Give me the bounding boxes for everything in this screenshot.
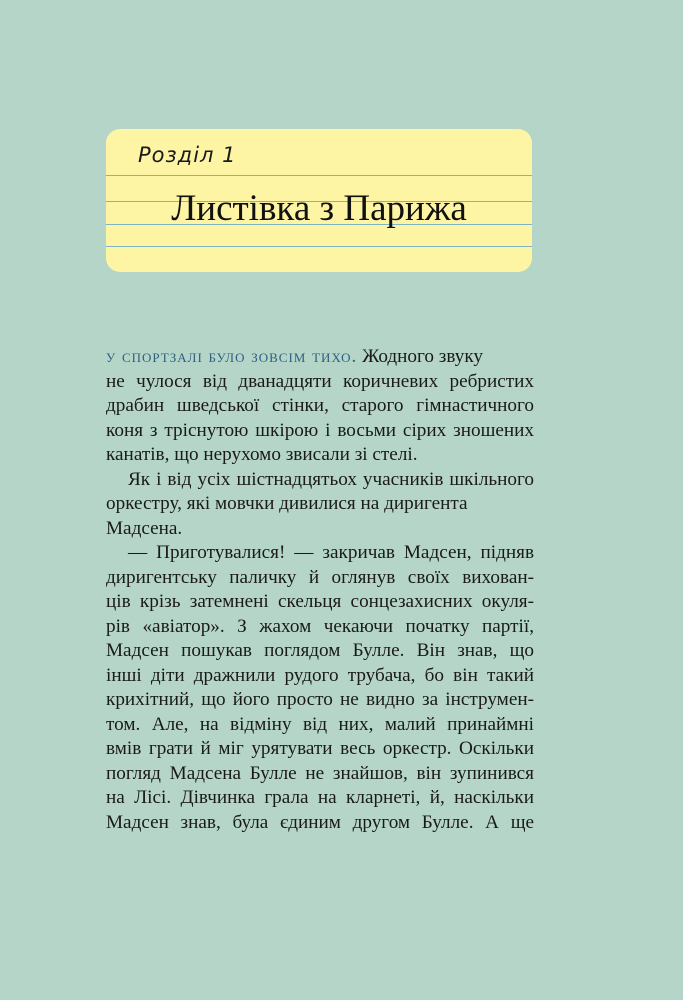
text-line: Мадсена. [106,517,183,539]
text-line: оркестру, які мовчки дивилися на диригента [106,493,468,514]
text-line: Як і від усіх шістнадцятьох учасників шкільного [128,468,534,490]
ruled-line [106,175,532,176]
lead-in-small-caps: у спортзалі було зовсім тихо. [106,346,358,367]
text-line: інші діти дражнили рудого трубача, бо він такий [106,664,534,686]
text-line: вмів грати й міг урятувати весь оркестр. Оскільки [106,738,534,759]
text-line: — Приготувалися! — закричав Мадсен, підняв [128,542,534,563]
text-line: канатів, що нерухомо звисали зі стелі. [106,444,418,465]
text-line: драбин шведської стінки, старого гімнастичного [106,395,534,416]
text-line: коня з тріснутою шкірою і восьми сірих зношених [106,419,534,441]
text-line: погляд Мадсена Булле не знайшов, він зупинився [106,762,534,784]
text-line: не чулося від дванадцяти коричневих ребристих [106,370,534,392]
chapter-title: Листівка з Парижа [171,188,467,229]
text-line: на Лісі. Дівчинка грала на кларнеті, й, наскільки [106,787,534,808]
text-line: Мадсен знав, була єдиним другом Булле. А ще [106,811,534,833]
text-line: диригентську паличку й оглянув своїх вихован- [106,566,534,588]
text-line: ців крізь затемнені скельця сонцезахисних окуля- [106,591,534,612]
chapter-heading-card [106,129,532,272]
chapter-number: Розділ 1 [138,143,237,167]
text-line: рів «авіатор». З жахом чекаючи початку партії, [106,615,534,637]
text-line: том. Але, на відміну від них, малий принаймні [106,713,534,735]
text-line: Мадсен пошукав поглядом Булле. Він знав, що [106,640,534,661]
text-fragment: Жодного звуку [357,346,483,367]
ruled-line [106,246,532,247]
text-line: крихітний, що його просто не видно за інструмен- [106,689,534,710]
text-line [106,345,534,370]
body-text [106,345,534,835]
